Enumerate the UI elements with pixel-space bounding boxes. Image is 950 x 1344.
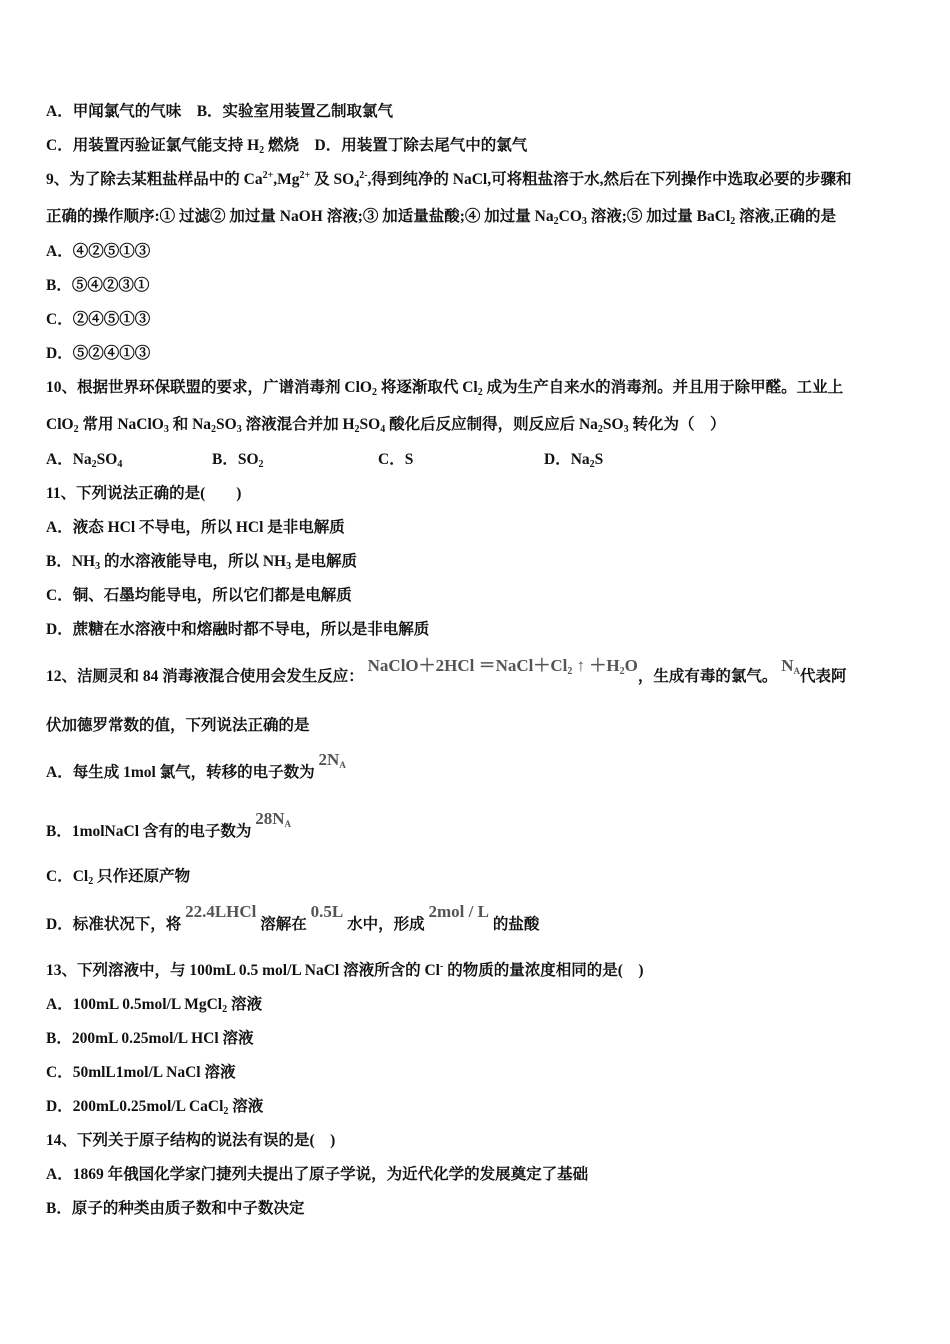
q11-option-b: B．$NH_3$ 的水溶液能导电，所以 $NH_3$ 是电解质: [46, 553, 357, 572]
q8-options-ab: A．甲闻氯气的气味 B．实验室用装置乙制取氯气: [46, 103, 394, 120]
q13-option-b: B．200mL 0.25mol/L HCl 溶液: [46, 1030, 254, 1047]
q12-option-a-value: $2N_A$: [318, 750, 346, 770]
q13-stem: 13、下列溶液中，与 100mL 0.5 mol/L NaCl 溶液所含的 Cl- 的物质的量浓度相同的是( ): [46, 961, 644, 979]
q12-option-d: D．标准状况下，将 22.4LHCl 溶解在 0.5L 水中，形成 2mol / L 的盐酸: [46, 902, 540, 933]
q10-stem-line1: 10、根据世界环保联盟的要求，广谱消毒剂 ClO$_2$ 将逐渐取代 $Cl_2$ 成为生产自来水的消毒剂。并且用于除甲醛。工业上: [46, 379, 844, 398]
q10-option-d: D．$Na_2S$: [544, 451, 604, 470]
q14-option-a: A．1869 年俄国化学家门捷列夫提出了原子学说，为近代化学的发展奠定了基础: [46, 1166, 589, 1183]
q12-stem-line1: 12、洁厕灵和 84 消毒液混合使用会发生反应： NaClO＋2HCl $=NaCl+Cl_2$ ↑ $+H_2O$，生成有毒的氯气。 $N_A$代表阿: [46, 656, 847, 685]
q12-stem-line2: 伏加德罗常数的值，下列说法正确的是: [46, 717, 310, 734]
q9-option-b: B．⑤④②③①: [46, 277, 150, 294]
q12-option-d-water: 0.5L: [310, 902, 344, 921]
q11-stem: 11、下列说法正确的是( ): [46, 485, 242, 502]
q10-options: [46, 450, 603, 470]
q12-option-a: A．每生成 1mol 氯气，转移的电子数为 $2N_A$: [46, 750, 346, 781]
q13-option-c: C．50mlL1mol/L NaCl 溶液: [46, 1064, 236, 1081]
q12-option-b: B．1molNaCl 含有的电子数为 $28N_A$: [46, 809, 292, 840]
q9-stem-line1: 9、为了除去某粗盐样品中的 $Ca^{2+},Mg^{2+}$ 及 $SO_4^{2-}$,得到纯净的 NaCl,可将粗盐溶于水,然后在下列操作中选取必要的步骤和: [46, 170, 852, 190]
q13-option-a: A．100mL 0.5mol/L MgCl$_2$ 溶液: [46, 996, 262, 1015]
q11-option-c: C．铜、石墨均能导电，所以它们都是电解质: [46, 587, 352, 604]
q13-option-d: D．200mL0.25mol/L CaCl$_2$ 溶液: [46, 1098, 264, 1117]
q8-options-cd: C．用装置丙验证氯气能支持 $H_2$ 燃烧 D．用装置丁除去尾气中的氯气: [46, 137, 528, 156]
q9-option-c: C．②④⑤①③: [46, 311, 151, 328]
q10-option-a: A．$Na_2SO_4$: [46, 451, 123, 470]
q10-option-c: C．S: [378, 451, 414, 468]
q9-option-d: D．⑤②④①③: [46, 345, 151, 362]
q12-option-b-value: $28N_A$: [255, 809, 292, 829]
q12-option-d-conc: 2mol / L: [428, 902, 489, 921]
q10-option-b: B．$SO_2$: [212, 451, 264, 470]
q12-reaction-formula: NaClO＋2HCl $=NaCl+Cl_2$ ↑ $+H_2O$: [367, 656, 638, 677]
q12-avogadro-symbol: $N_A$: [781, 656, 801, 676]
q11-option-d: D．蔗糖在水溶液中和熔融时都不导电，所以是非电解质: [46, 621, 430, 638]
q9-option-a: A．④②⑤①③: [46, 243, 151, 260]
q10-stem-line2: ClO$_2$ 常用 NaClO$_3$ 和 $Na_2SO_3$ 溶液混合并加 $H_2SO_4$ 酸化后反应制得，则反应后 $Na_2SO_3$ 转化为（ ）: [46, 416, 726, 435]
q12-option-d-volume: 22.4LHCl: [185, 902, 257, 921]
q9-stem-line2: 正确的操作顺序:① 过滤② 加过量 NaOH 溶液;③ 加适量盐酸;④ 加过量 $Na_2CO_3$ 溶液;⑤ 加过量 BaCl$_2$ 溶液,正确的是: [46, 208, 837, 227]
q12-option-c: C．$Cl_2$ 只作还原产物: [46, 868, 191, 887]
q14-option-b: B．原子的种类由质子数和中子数决定: [46, 1200, 305, 1217]
q11-option-a: A．液态 HCl 不导电，所以 HCl 是非电解质: [46, 519, 345, 536]
q14-stem: 14、下列关于原子结构的说法有误的是( ): [46, 1132, 336, 1149]
